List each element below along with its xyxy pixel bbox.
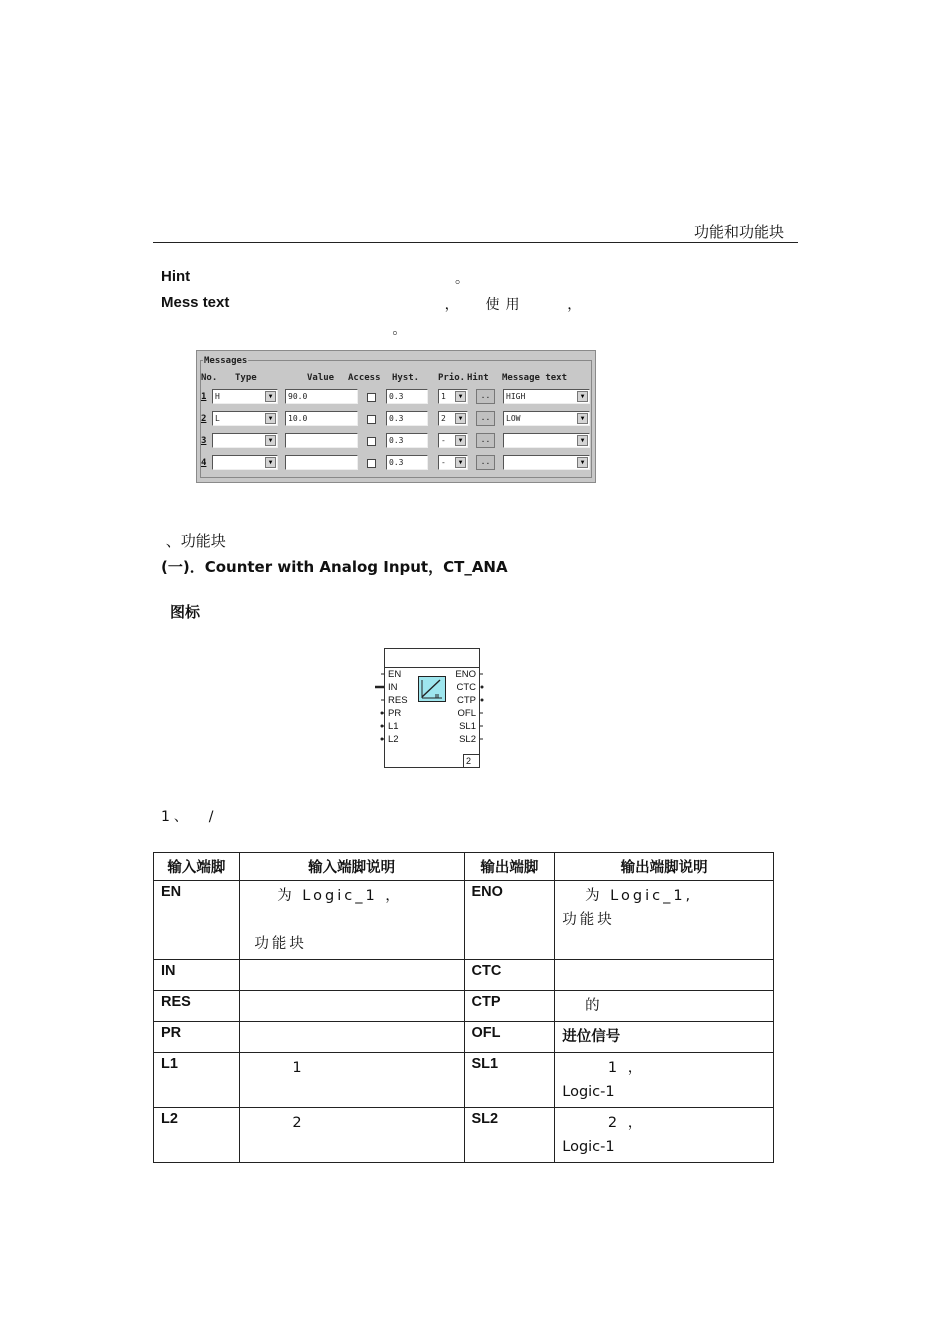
- cell-output-desc: [555, 1108, 774, 1163]
- type-select[interactable]: [212, 433, 278, 448]
- cell-output-desc: [555, 881, 774, 960]
- cell-output-pin: CTC: [464, 960, 555, 991]
- cell-input-desc: 1: [239, 1053, 464, 1108]
- cell-input-pin: L1: [154, 1053, 240, 1108]
- message-text-select[interactable]: [503, 433, 590, 448]
- desc-mess-text-line1: ， 使用 ，: [361, 297, 661, 313]
- col-prio: Prio.: [438, 373, 466, 383]
- messages-panel: [196, 350, 596, 483]
- access-checkbox[interactable]: [367, 393, 376, 402]
- type-select[interactable]: [212, 411, 278, 426]
- col-value: Value: [307, 373, 335, 383]
- table-row: [154, 991, 774, 1022]
- input-pin-pr: PR: [388, 708, 402, 719]
- input-pin-l1: L1: [388, 721, 399, 732]
- desc-line: 2 ，: [562, 1115, 661, 1131]
- row-number: 4: [201, 458, 207, 468]
- messages-title: Messages: [204, 356, 248, 366]
- value-input[interactable]: 10.0: [285, 411, 358, 426]
- type-select[interactable]: [212, 389, 278, 404]
- table-row: [154, 1053, 774, 1108]
- table-row: [154, 960, 774, 991]
- chevron-down-icon: ▼: [577, 457, 588, 468]
- message-text-select[interactable]: [503, 389, 590, 404]
- hint-button[interactable]: ..: [476, 455, 495, 470]
- message-row: [197, 411, 597, 429]
- th-output-pin: 输出端脚: [464, 853, 555, 881]
- message-text-value: HIGH: [506, 392, 526, 401]
- output-pin-sl2: SL2: [459, 734, 476, 745]
- chevron-down-icon: ▼: [265, 391, 276, 402]
- prio-select[interactable]: [438, 411, 468, 426]
- table-row: [154, 881, 774, 960]
- chevron-down-icon: ▼: [455, 457, 466, 468]
- prio-value: -: [441, 458, 446, 467]
- hyst-input[interactable]: 0.3: [386, 389, 428, 404]
- prio-select[interactable]: [438, 455, 468, 470]
- cell-input-desc: 2: [239, 1108, 464, 1163]
- table-row: [154, 1022, 774, 1053]
- message-row: [197, 455, 597, 473]
- cell-input-pin: EN: [154, 881, 240, 960]
- section-heading: 、功能块: [161, 532, 236, 550]
- table-row: [154, 1108, 774, 1163]
- hint-button[interactable]: ..: [476, 433, 495, 448]
- col-message-text: Message text: [502, 373, 568, 383]
- col-access: Access: [348, 373, 381, 383]
- cell-input-desc: [239, 881, 464, 960]
- cell-input-pin: L2: [154, 1108, 240, 1163]
- output-pin-ofl: OFL: [457, 708, 476, 719]
- prio-select[interactable]: [438, 433, 468, 448]
- type-value: L: [215, 414, 220, 423]
- page-header-title: 功能和功能块: [694, 223, 785, 241]
- value-input[interactable]: [285, 433, 358, 448]
- chevron-down-icon: ▼: [265, 413, 276, 424]
- chevron-down-icon: ▼: [455, 413, 466, 424]
- hyst-input[interactable]: 0.3: [386, 433, 428, 448]
- col-hint: Hint: [467, 373, 489, 383]
- input-pin-l2: L2: [388, 734, 399, 745]
- cell-input-pin: IN: [154, 960, 240, 991]
- input-pin-res: RES: [388, 695, 408, 706]
- input-pin-in: IN: [388, 682, 398, 693]
- cell-output-pin: OFL: [464, 1022, 555, 1053]
- access-checkbox[interactable]: [367, 459, 376, 468]
- value-input[interactable]: 90.0: [285, 389, 358, 404]
- cell-output-desc: 进位信号: [555, 1022, 774, 1053]
- cell-output-pin: SL1: [464, 1053, 555, 1108]
- desc-line: 功能块: [562, 912, 661, 928]
- cell-input-desc: [239, 960, 464, 991]
- message-text-value: LOW: [506, 414, 521, 423]
- desc-line: Logic-1: [562, 1084, 615, 1100]
- chevron-down-icon: ▼: [577, 413, 588, 424]
- hint-button[interactable]: ..: [476, 411, 495, 426]
- desc-mess-text-line2: 。: [361, 322, 413, 338]
- type-value: H: [215, 392, 220, 401]
- chevron-down-icon: ▼: [577, 391, 588, 402]
- message-row: [197, 389, 597, 407]
- cell-input-pin: PR: [154, 1022, 240, 1053]
- col-no: No.: [201, 373, 218, 383]
- message-row: [197, 433, 597, 451]
- input-pin-en: EN: [388, 669, 402, 680]
- output-pin-ctc: CTC: [456, 682, 476, 693]
- desc-line: 为 Logic_1 ，: [246, 888, 411, 904]
- cell-input-pin: RES: [154, 991, 240, 1022]
- term-hint: Hint: [161, 268, 191, 285]
- hyst-input[interactable]: 0.3: [386, 411, 428, 426]
- chevron-down-icon: ▼: [455, 435, 466, 446]
- th-input-desc: 输入端脚说明: [239, 853, 464, 881]
- prio-value: -: [441, 436, 446, 445]
- prio-value: 2: [441, 414, 446, 423]
- cell-input-desc: [239, 1022, 464, 1053]
- th-input-pin: 输入端脚: [154, 853, 240, 881]
- prio-select[interactable]: [438, 389, 468, 404]
- table-header-row: [154, 853, 774, 881]
- desc-line: 功能块: [246, 936, 338, 952]
- col-type: Type: [235, 373, 257, 383]
- io-pin-table: [153, 852, 774, 1163]
- output-pin-sl1: SL1: [459, 721, 476, 732]
- chevron-down-icon: ▼: [265, 457, 276, 468]
- desc-line: 1 ，: [562, 1060, 661, 1076]
- section-subheading: (一)．Counter with Analog Input，CT_ANA: [161, 558, 508, 576]
- cell-output-desc: [555, 1053, 774, 1108]
- desc-line: 为 Logic_1,: [562, 888, 716, 904]
- block-number: 2: [463, 754, 479, 767]
- message-text-select[interactable]: [503, 455, 590, 470]
- access-checkbox[interactable]: [367, 415, 376, 424]
- hyst-input[interactable]: 0.3: [386, 455, 428, 470]
- cell-output-pin: CTP: [464, 991, 555, 1022]
- cell-input-desc: [239, 991, 464, 1022]
- desc-line: [247, 908, 457, 932]
- output-pin-eno: ENO: [455, 669, 476, 680]
- cell-output-pin: ENO: [464, 881, 555, 960]
- chevron-down-icon: ▼: [265, 435, 276, 446]
- term-mess-text: Mess text: [161, 294, 230, 311]
- row-number: 3: [201, 436, 207, 446]
- desc-hint: 。: [361, 271, 476, 287]
- row-number: 1: [201, 392, 207, 402]
- access-checkbox[interactable]: [367, 437, 376, 446]
- desc-line: Logic-1: [562, 1139, 615, 1155]
- cell-output-pin: SL2: [464, 1108, 555, 1163]
- hint-button[interactable]: ..: [476, 389, 495, 404]
- value-input[interactable]: [285, 455, 358, 470]
- cell-output-desc: [555, 960, 774, 991]
- row-number: 2: [201, 414, 207, 424]
- th-output-desc: 输出端脚说明: [555, 853, 774, 881]
- type-select[interactable]: [212, 455, 278, 470]
- chevron-down-icon: ▼: [577, 435, 588, 446]
- pin-section-title: 1、 /: [161, 809, 260, 825]
- message-text-select[interactable]: [503, 411, 590, 426]
- pin-connectors: [372, 668, 492, 748]
- col-hyst: Hyst.: [392, 373, 420, 383]
- cell-output-desc: 的: [555, 991, 774, 1022]
- prio-value: 1: [441, 392, 446, 401]
- icon-label: 图标: [170, 603, 201, 621]
- output-pin-ctp: CTP: [457, 695, 476, 706]
- header-rule: [153, 242, 798, 243]
- chevron-down-icon: ▼: [455, 391, 466, 402]
